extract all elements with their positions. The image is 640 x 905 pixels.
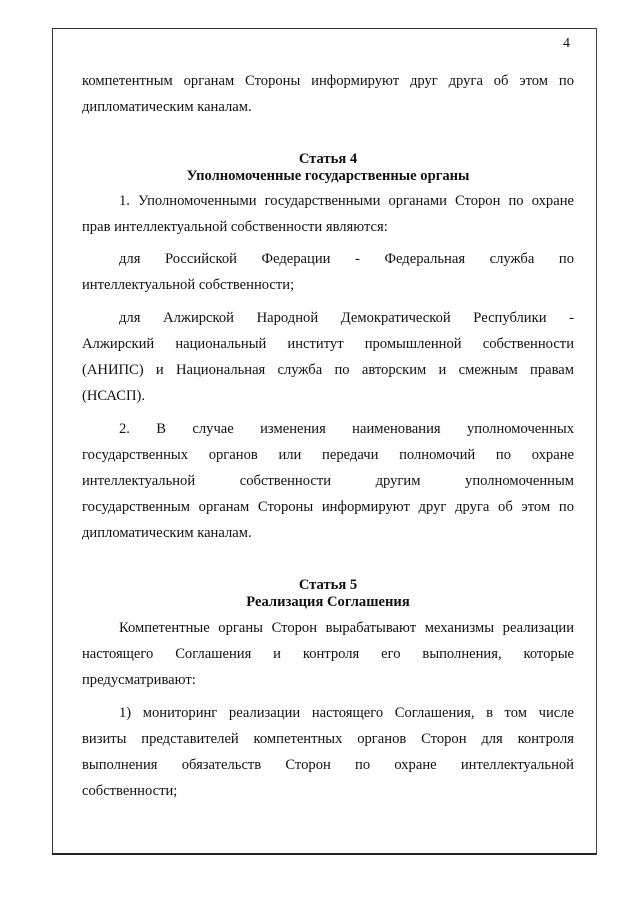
text-line: для Российской Федерации - Федеральная служба по xyxy=(119,251,574,267)
text-line: (АНИПС) и Национальная служба по авторским и смежным правам xyxy=(82,362,574,378)
text-line: настоящего Соглашения и контроля его выполнения, которые xyxy=(82,646,574,662)
text-line: государственным органам Стороны информируют друг друга об этом по xyxy=(82,499,574,515)
text-line: визиты представителей компетентных органов Сторон для контроля xyxy=(82,731,574,747)
article-subtitle: Уполномоченные государственные органы xyxy=(186,168,470,184)
article-subtitle: Реализация Соглашения xyxy=(246,594,410,610)
article-4-heading xyxy=(82,151,574,185)
article-5-heading xyxy=(82,577,574,611)
text-line: 1) мониторинг реализации настоящего Соглашения, в том числе xyxy=(119,705,574,721)
text-line: собственности; xyxy=(82,783,178,799)
article-5-paragraph-2 xyxy=(82,700,574,804)
text-line: предусматривают: xyxy=(82,672,196,688)
article-4-paragraph-1 xyxy=(82,188,574,240)
text-line: Компетентные органы Сторон вырабатывают механизмы реализации xyxy=(119,620,574,636)
text-line: прав интеллектуальной собственности являются: xyxy=(82,219,388,235)
text-line: компетентным органам Стороны информируют друг друга об этом по xyxy=(82,73,574,89)
article-4-paragraph-3 xyxy=(82,305,574,409)
text-line: государственных органов или передачи полномочий по охране xyxy=(82,447,574,463)
text-line: для Алжирской Народной Демократической Республики - xyxy=(119,310,574,326)
article-4-paragraph-2 xyxy=(82,246,574,298)
text-line: (НСАСП). xyxy=(82,388,145,404)
page-number: 4 xyxy=(563,36,570,51)
text-line: Алжирский национальный институт промышленной собственности xyxy=(82,336,574,352)
text-line: 1. Уполномоченными государственными органами Сторон по охране xyxy=(119,193,574,209)
article-title: Статья 4 xyxy=(298,151,358,167)
text-line: 2. В случае изменения наименования уполномоченных xyxy=(119,421,574,437)
text-line: интеллектуальной собственности другим уполномоченным xyxy=(82,473,574,489)
text-line: выполнения обязательств Сторон по охране интеллектуальной xyxy=(82,757,574,773)
article-4-paragraph-4 xyxy=(82,416,574,546)
text-line: дипломатическим каналам. xyxy=(82,525,252,541)
continuation-paragraph xyxy=(82,68,574,120)
text-line: дипломатическим каналам. xyxy=(82,99,252,115)
text-line: интеллектуальной собственности; xyxy=(82,277,295,293)
article-title: Статья 5 xyxy=(298,577,358,593)
article-5-paragraph-1 xyxy=(82,615,574,693)
